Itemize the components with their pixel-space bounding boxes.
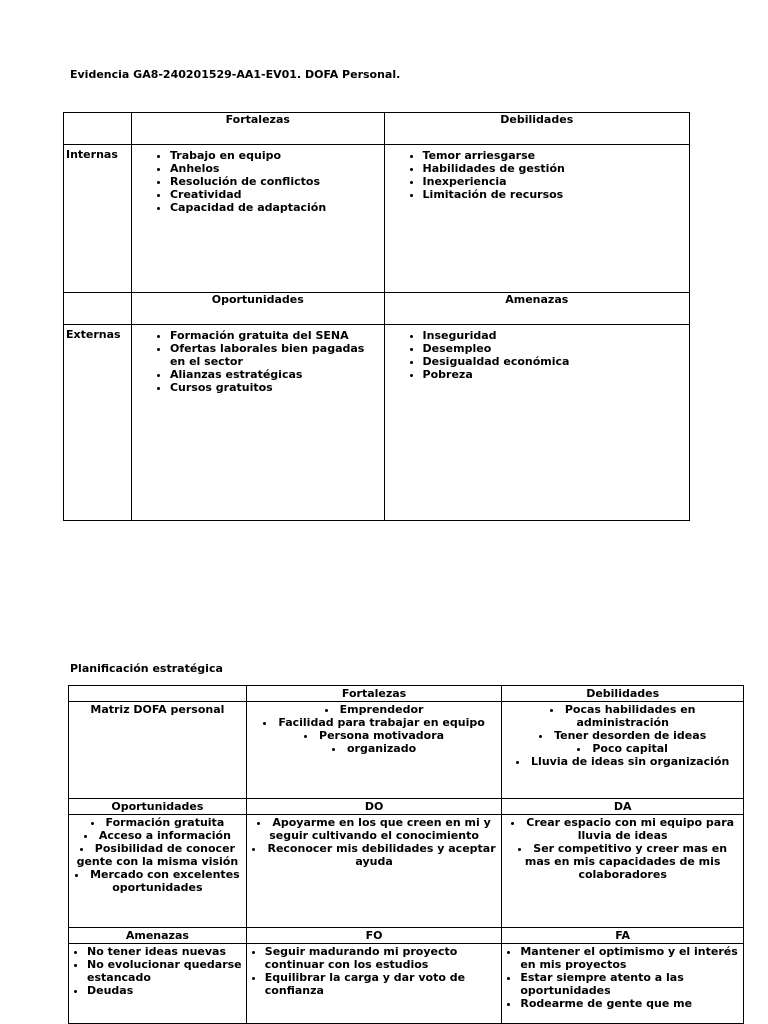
list-item: • Desigualdad económica (423, 355, 687, 368)
do-cell (246, 815, 502, 928)
fo-header: FO (246, 928, 502, 944)
dofa-table (63, 112, 690, 521)
list-item: • Mantener el optimismo y el interés en mis proyectos (520, 945, 741, 971)
list-item: • Inexperiencia (423, 175, 687, 188)
document-title: Evidencia GA8-240201529-AA1-EV01. DOFA Personal. (70, 68, 401, 81)
fa-header: FA (502, 928, 744, 944)
table-row (64, 293, 690, 325)
fortalezas-cell (131, 145, 384, 293)
fortalezas-cell (246, 702, 502, 799)
list-item: • Facilidad para trabajar en equipo (249, 716, 500, 729)
empty-cell (64, 293, 132, 325)
list-item: • Formación gratuita (71, 816, 244, 829)
debilidades-cell (502, 702, 744, 799)
amenazas-header: Amenazas (384, 293, 689, 325)
matriz-label: Matriz DOFA personal (69, 702, 247, 799)
list-item: • Deudas (87, 984, 244, 997)
list-item: • No evolucionar quedarse estancado (87, 958, 244, 984)
list-item: • Ser competitivo y creer mas en mas en mis capacidades de mis colaboradores (504, 842, 741, 881)
list-item: • Inseguridad (423, 329, 687, 342)
list-item: • Mercado con excelentes oportunidades (71, 868, 244, 894)
debilidades-cell (384, 145, 689, 293)
list-item: • Ofertas laborales bien pagadas en el sector (170, 342, 382, 368)
list-item: • Habilidades de gestión (423, 162, 687, 175)
table-row (64, 145, 690, 293)
list-item: • Persona motivadora (249, 729, 500, 742)
da-header: DA (502, 799, 744, 815)
list-item: • Posibilidad de conocer gente con la misma visión (71, 842, 244, 868)
externas-label: Externas (64, 325, 132, 521)
fa-cell (502, 944, 744, 1024)
list-item: • Apoyarme en los que creen en mi y seguir cultivando el conocimiento (249, 816, 500, 842)
list-item: • Pocas habilidades en administración (504, 703, 741, 729)
list-item: • Seguir madurando mi proyecto continuar con los estudios (265, 945, 500, 971)
list-item: • organizado (249, 742, 500, 755)
amenazas-cell (384, 325, 689, 521)
list-item: • Acceso a información (71, 829, 244, 842)
list-item: • Anhelos (170, 162, 382, 175)
debilidades-header: Debilidades (502, 686, 744, 702)
table-row (64, 113, 690, 145)
empty-cell (64, 113, 132, 145)
list-item: • Lluvia de ideas sin organización (504, 755, 741, 768)
list-item: • Crear espacio con mi equipo para lluvia de ideas (504, 816, 741, 842)
fo-cell (246, 944, 502, 1024)
plan-table (68, 685, 744, 1024)
table-row (69, 702, 744, 799)
list-item: • Limitación de recursos (423, 188, 687, 201)
amenazas-header: Amenazas (69, 928, 247, 944)
list-item: • Alianzas estratégicas (170, 368, 382, 381)
do-header: DO (246, 799, 502, 815)
list-item: • Estar siempre atento a las oportunidades (520, 971, 741, 997)
list-item: • Emprendedor (249, 703, 500, 716)
internas-label: Internas (64, 145, 132, 293)
oportunidades-header: Oportunidades (69, 799, 247, 815)
plan-title: Planificación estratégica (70, 662, 223, 675)
list-item: • Tener desorden de ideas (504, 729, 741, 742)
fortalezas-header: Fortalezas (246, 686, 502, 702)
table-row (69, 686, 744, 702)
da-cell (502, 815, 744, 928)
list-item: • Resolución de conflictos (170, 175, 382, 188)
list-item: • Temor arriesgarse (423, 149, 687, 162)
list-item: • Desempleo (423, 342, 687, 355)
list-item: • Pobreza (423, 368, 687, 381)
list-item: • Trabajo en equipo (170, 149, 382, 162)
oportunidades-cell (131, 325, 384, 521)
list-item: • Equilibrar la carga y dar voto de confianza (265, 971, 500, 997)
table-row (64, 325, 690, 521)
table-row (69, 928, 744, 944)
list-item: • No tener ideas nuevas (87, 945, 244, 958)
list-item: • Cursos gratuitos (170, 381, 382, 394)
list-item: • Creatividad (170, 188, 382, 201)
table-row (69, 944, 744, 1024)
amenazas-cell (69, 944, 247, 1024)
debilidades-header: Debilidades (384, 113, 689, 145)
oportunidades-header: Oportunidades (131, 293, 384, 325)
list-item: • Capacidad de adaptación (170, 201, 382, 214)
oportunidades-cell (69, 815, 247, 928)
list-item: • Reconocer mis debilidades y aceptar ayuda (249, 842, 500, 868)
list-item: • Formación gratuita del SENA (170, 329, 382, 342)
fortalezas-header: Fortalezas (131, 113, 384, 145)
list-item: • Rodearme de gente que me (520, 997, 741, 1010)
empty-cell (69, 686, 247, 702)
table-row (69, 799, 744, 815)
list-item: • Poco capital (504, 742, 741, 755)
table-row (69, 815, 744, 928)
